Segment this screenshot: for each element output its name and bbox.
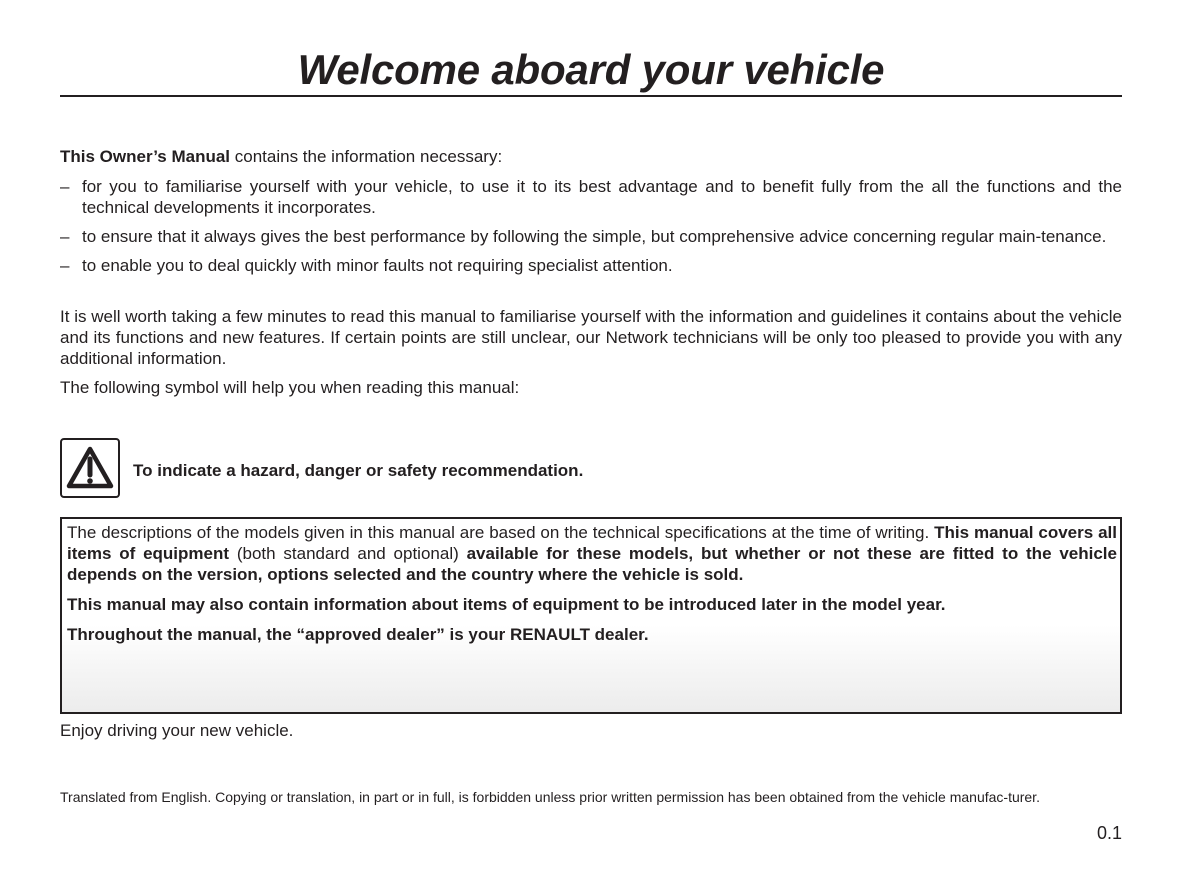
intro-bold-text: This Owner’s Manual [60,147,231,166]
title-underline [60,95,1122,97]
notice-paragraph-models [67,522,1117,585]
purpose-list [60,176,1122,284]
symbol-intro-paragraph: The following symbol will help you when reading this manual: [60,378,520,397]
notice-bold-text: This manual covers all items of equipment [67,523,1117,563]
guidance-paragraph: It is well worth taking a few minutes to read this manual to familiarise yourself with the information and guidelines it contains about the vehicle and its functions and new features. If certain points are still unclear, our Network technicians will be only too pleased to provide you with any additional information. [60,307,1122,368]
notice-text: The descriptions of the models given in this manual are based on the technical specifications at the time of writing. [67,523,935,542]
page-number: 0.1 [1096,823,1122,843]
hazard-legend [60,438,1122,498]
hazard-legend-text: To indicate a hazard, danger or safety recommendation. [133,461,584,480]
list-item-text: to ensure that it always gives the best performance by following the simple, but comprehensive advice concerning regular main-tenance. [82,227,1107,246]
notice-box [60,517,1122,714]
page-title: Welcome aboard your vehicle [297,46,885,93]
list-item-text: for you to familiarise yourself with your vehicle, to use it to its best advantage and to benefit fully from the all the functions and the technical developments it incorporates. [82,177,1122,217]
notice-text: (both standard and optional) [229,544,467,563]
notice-paragraph-dealer: Throughout the manual, the “approved dealer” is your RENAULT dealer. [67,625,649,644]
copyright-footnote: Translated from English. Copying or translation, in part or in full, is forbidden unless prior written permission has been obtained from the vehicle manufac-turer. [60,789,1040,805]
list-dash: – [60,256,70,275]
list-item [60,255,1122,276]
notice-bold-text: available for these models, but whether or not these are fitted to the vehicle depends on the version, options selected and the country where the vehicle is sold. [67,544,1117,584]
list-dash: – [60,227,70,246]
list-item [60,176,1122,218]
intro-paragraph [60,146,1122,167]
list-item-text: to enable you to deal quickly with minor faults not requiring specialist attention. [82,256,673,275]
closing-line: Enjoy driving your new vehicle. [60,721,294,740]
warning-triangle-icon [60,438,120,498]
list-item [60,226,1122,247]
list-dash: – [60,177,70,196]
manual-page [60,0,1122,875]
intro-text: contains the information necessary: [230,147,503,166]
notice-paragraph-equipment: This manual may also contain information about items of equipment to be introduced later in the model year. [67,595,946,614]
